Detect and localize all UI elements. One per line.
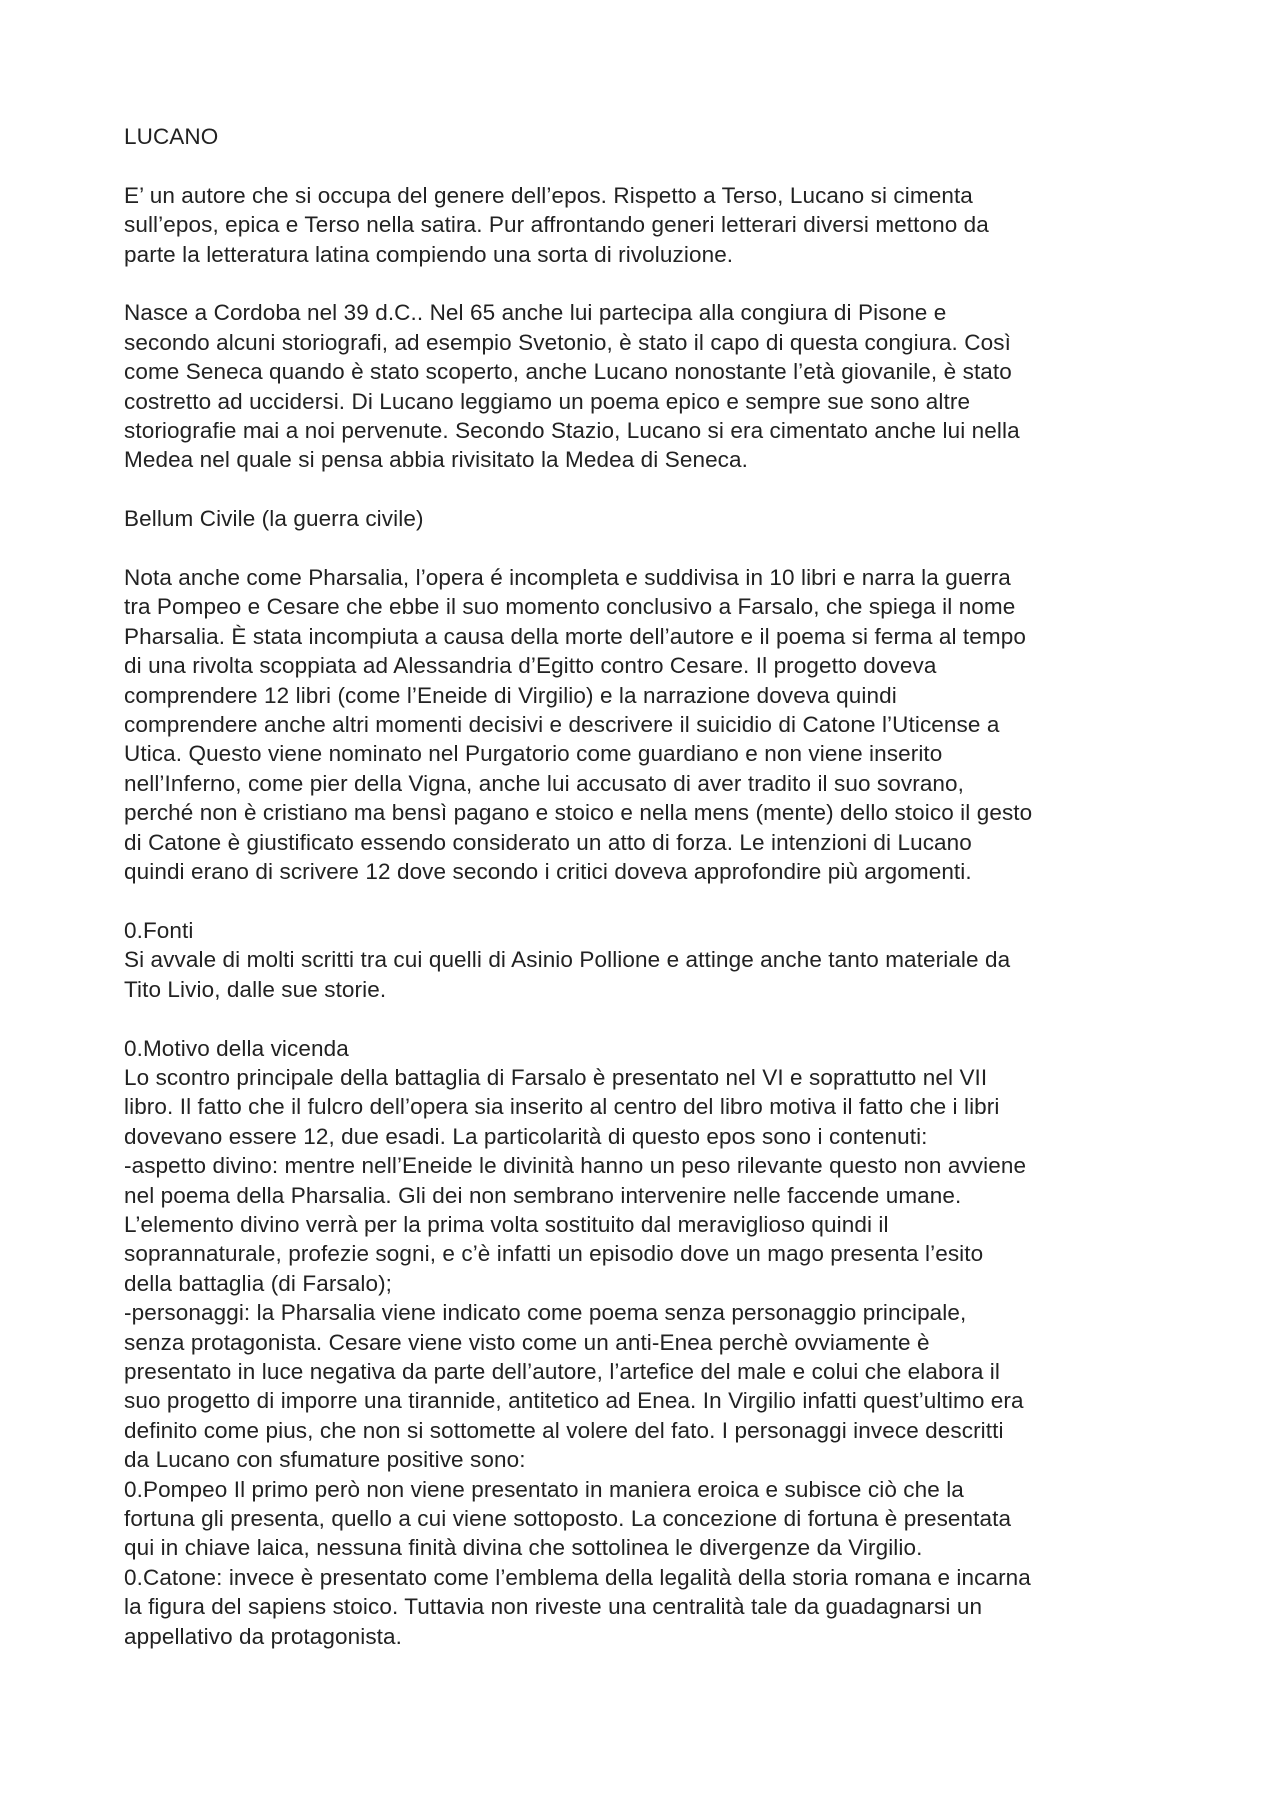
text-line: nell’Inferno, come pier della Vigna, anche lui accusato di aver tradito il suo sovrano, bbox=[124, 770, 965, 796]
spacer bbox=[124, 534, 1184, 563]
text-line: della battaglia (di Farsalo); bbox=[124, 1270, 393, 1296]
text-line: Nasce a Cordoba nel 39 d.C.. Nel 65 anche lui partecipa alla congiura di Pisone e bbox=[124, 300, 947, 326]
text-line: Lo scontro principale della battaglia di Farsalo è presentato nel VI e soprattutto nel VII bbox=[124, 1064, 988, 1090]
text-line: tra Pompeo e Cesare che ebbe il suo momento conclusivo a Farsalo, che spiega il nome bbox=[124, 594, 1016, 620]
biography-paragraph bbox=[124, 298, 1184, 474]
text-line: di Catone è giustificato essendo considerato un atto di forza. Le intenzioni di Lucano bbox=[124, 829, 972, 855]
text-line: quindi erano di scrivere 12 dove secondo i critici doveva approfondire più argomenti. bbox=[124, 859, 972, 885]
document-title: LUCANO bbox=[124, 124, 219, 149]
work-paragraph bbox=[124, 563, 1184, 886]
work-heading: Bellum Civile (la guerra civile) bbox=[124, 506, 424, 532]
text-line: comprendere 12 libri (come l’Eneide di Virgilio) e la narrazione doveva quindi bbox=[124, 682, 897, 708]
text-line: Nota anche come Pharsalia, l’opera é incompleta e suddivisa in 10 libri e narra la guerra bbox=[124, 565, 1011, 591]
intro-paragraph bbox=[124, 181, 1184, 269]
text-line: soprannaturale, profezie sogni, e c’è infatti un episodio dove un mago presenta l’esito bbox=[124, 1241, 984, 1267]
text-line: Si avvale di molti scritti tra cui quelli di Asinio Pollione e attinge anche tanto materiale da bbox=[124, 947, 1011, 973]
text-line: -aspetto divino: mentre nell’Eneide le divinità hanno un peso rilevante questo non avviene bbox=[124, 1153, 1027, 1179]
spacer bbox=[124, 475, 1184, 504]
text-line: E’ un autore che si occupa del genere dell’epos. Rispetto a Terso, Lucano si cimenta bbox=[124, 182, 973, 208]
text-line: appellativo da protagonista. bbox=[124, 1623, 402, 1649]
text-line: come Seneca quando è stato scoperto, anche Lucano nonostante l’età giovanile, è stato bbox=[124, 359, 1012, 385]
text-line: Tito Livio, dalle sue storie. bbox=[124, 976, 387, 1002]
text-line: da Lucano con sfumature positive sono: bbox=[124, 1447, 526, 1473]
sources-heading: 0.Fonti bbox=[124, 917, 194, 943]
text-line: L’elemento divino verrà per la prima volta sostituito dal meraviglioso quindi il bbox=[124, 1211, 889, 1237]
text-line: dovevano essere 12, due esadi. La particolarità di questo epos sono i contenuti: bbox=[124, 1123, 928, 1149]
sources-paragraph bbox=[124, 945, 1184, 1004]
text-line: secondo alcuni storiografi, ad esempio Svetonio, è stato il capo di questa congiura. Così bbox=[124, 329, 1011, 355]
text-line: storiografie mai a noi pervenute. Secondo Stazio, Lucano si era cimentato anche lui nella bbox=[124, 418, 1020, 444]
text-line: parte la letteratura latina compiendo una sorta di rivoluzione. bbox=[124, 241, 734, 267]
spacer bbox=[124, 151, 1184, 180]
text-line: presentato in luce negativa da parte dell’autore, l’artefice del male e colui che elabora il bbox=[124, 1358, 1000, 1384]
text-line: -personaggi: la Pharsalia viene indicato come poema senza personaggio principale, bbox=[124, 1300, 967, 1326]
text-line: 0.Catone: invece è presentato come l’emblema della legalità della storia romana e incarna bbox=[124, 1564, 1031, 1590]
text-line: libro. Il fatto che il fulcro dell’opera sia inserito al centro del libro motiva il fatto che i libri bbox=[124, 1094, 1000, 1120]
spacer bbox=[124, 887, 1184, 916]
text-line: costretto ad uccidersi. Di Lucano leggiamo un poema epico e sempre sue sono altre bbox=[124, 388, 971, 414]
text-line: 0.Pompeo Il primo però non viene presentato in maniera eroica e subisce ciò che la bbox=[124, 1476, 964, 1502]
document-body bbox=[124, 122, 1184, 1651]
text-line: sull’epos, epica e Terso nella satira. Pur affrontando generi letterari diversi mettono da bbox=[124, 212, 989, 238]
text-line: comprendere anche altri momenti decisivi e descrivere il suicidio di Catone l’Uticense a bbox=[124, 712, 1000, 738]
motive-paragraph bbox=[124, 1063, 1184, 1651]
text-line: perché non è cristiano ma bensì pagano e stoico e nella mens (mente) dello stoico il gesto bbox=[124, 800, 1033, 826]
text-line: di una rivolta scoppiata ad Alessandria d’Egitto contro Cesare. Il progetto doveva bbox=[124, 653, 937, 679]
text-line: Medea nel quale si pensa abbia rivisitato la Medea di Seneca. bbox=[124, 447, 748, 473]
text-line: Pharsalia. È stata incompiuta a causa della morte dell’autore e il poema si ferma al tempo bbox=[124, 623, 1026, 649]
text-line: definito come pius, che non si sottomette al volere del fato. I personaggi invece descritti bbox=[124, 1417, 1004, 1443]
text-line: fortuna gli presenta, quello a cui viene sottoposto. La concezione di fortuna è presentata bbox=[124, 1506, 1012, 1531]
text-line: la figura del sapiens stoico. Tuttavia non riveste una centralità tale da guadagnarsi un bbox=[124, 1594, 983, 1620]
text-line: qui in chiave laica, nessuna finità divina che sottolinea le divergenze da Virgilio. bbox=[124, 1535, 923, 1561]
text-line: suo progetto di imporre una tirannide, antitetico ad Enea. In Virgilio infatti quest’ultimo era bbox=[124, 1388, 1024, 1414]
text-line: nel poema della Pharsalia. Gli dei non sembrano intervenire nelle faccende umane. bbox=[124, 1182, 962, 1208]
spacer bbox=[124, 1004, 1184, 1033]
text-line: Utica. Questo viene nominato nel Purgatorio come guardiano e non viene inserito bbox=[124, 741, 943, 767]
motive-heading: 0.Motivo della vicenda bbox=[124, 1035, 349, 1061]
text-line: senza protagonista. Cesare viene visto come un anti-Enea perchè ovviamente è bbox=[124, 1329, 930, 1355]
spacer bbox=[124, 269, 1184, 298]
